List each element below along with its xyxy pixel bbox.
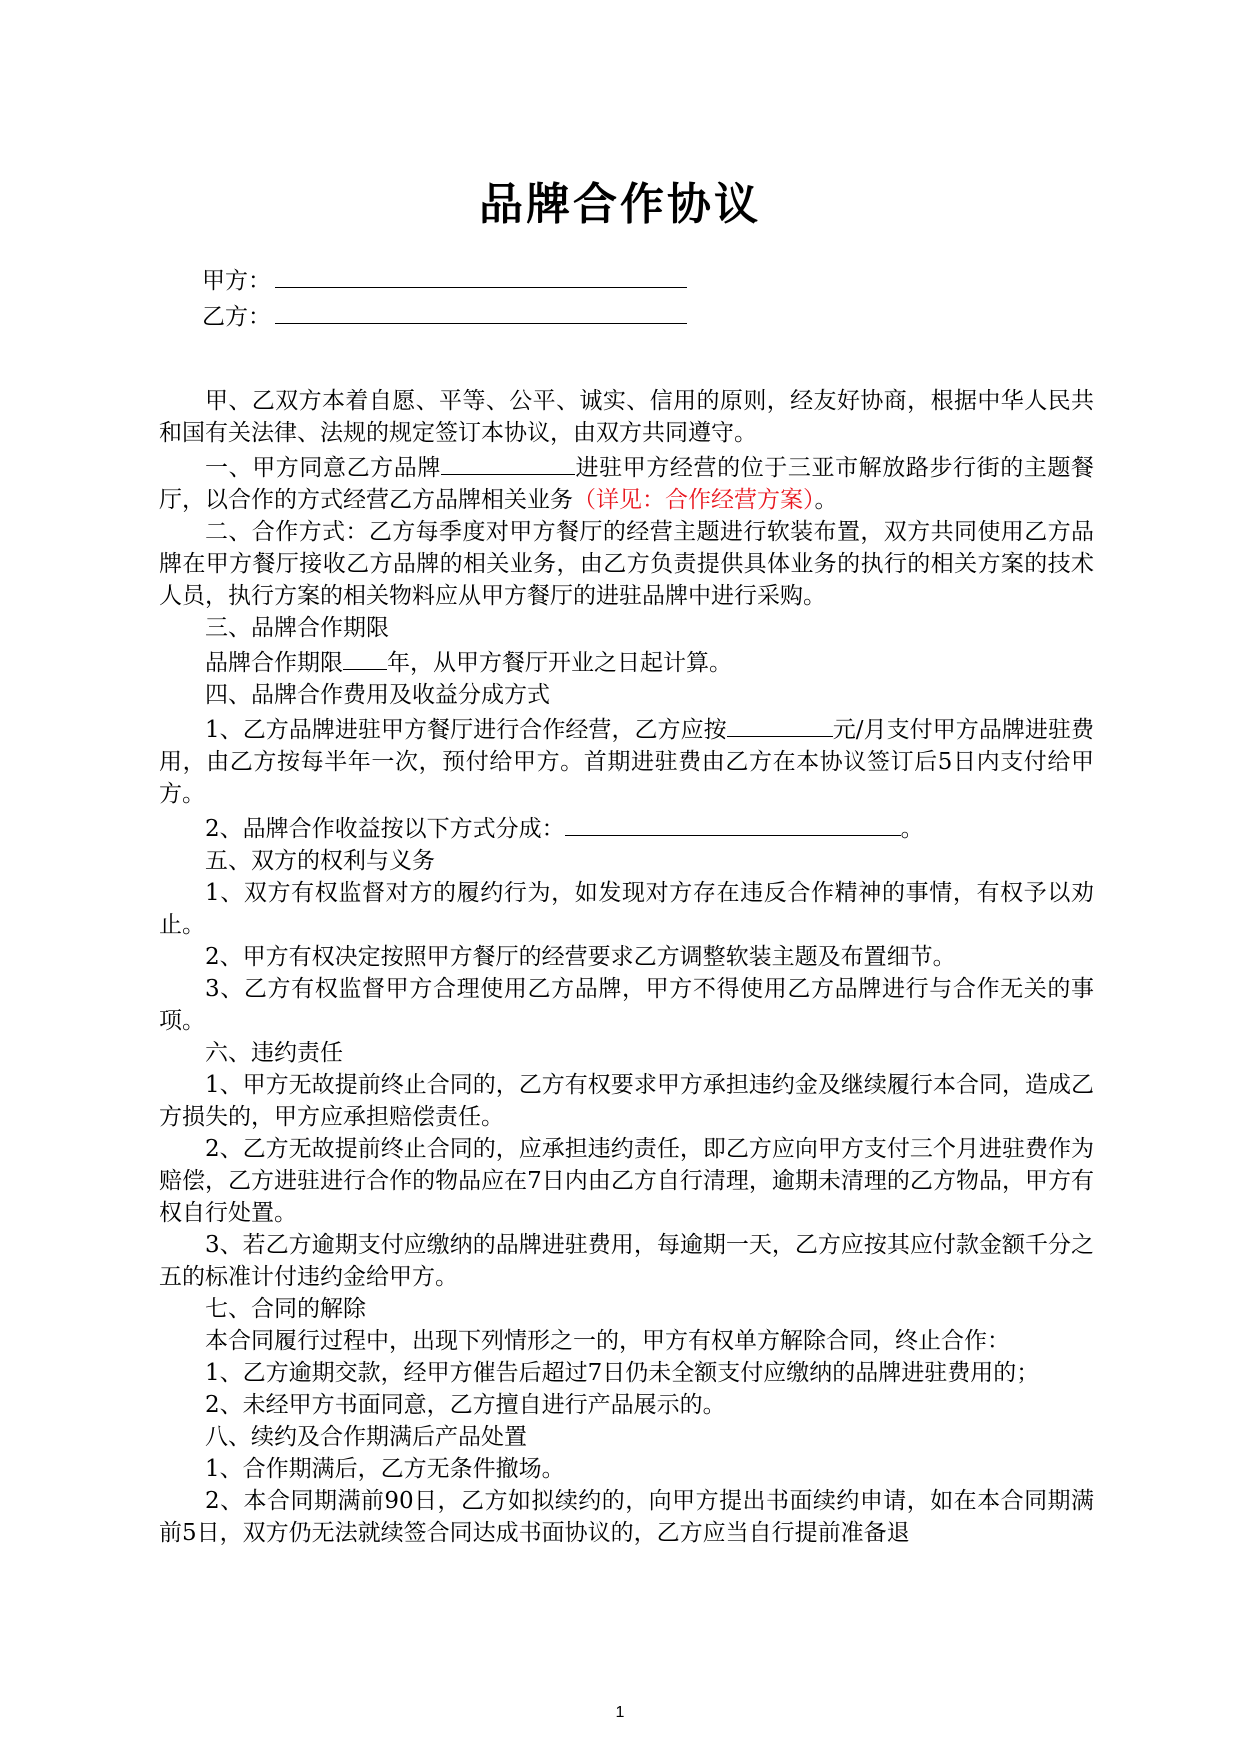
clause-6-item-3: 3、若乙方逾期支付应缴纳的品牌进驻费用，每逾期一天，乙方应按其应付款金额千分之五的标准计付违约金给甲方。 xyxy=(159,1232,1094,1290)
revenue-share-blank xyxy=(565,810,901,836)
clause-2: 二、合作方式：乙方每季度对甲方餐厅的经营主题进行软装布置，双方共同使用乙方品牌在甲方餐厅接收乙方品牌的相关业务，由乙方负责提供具体业务的执行的相关方案的技术人员，执行方案的相关物料应从甲方餐厅的进驻品牌中进行采购。 xyxy=(159,519,1094,609)
clause-4-2-text-b: 。 xyxy=(900,816,924,842)
clause-8-item-1: 1、合作期满后，乙方无条件撤场。 xyxy=(205,1456,565,1482)
clause-3-text-b: 年，从甲方餐厅开业之日起计算。 xyxy=(387,650,732,676)
clause-5-heading: 五、双方的权利与义务 xyxy=(205,848,435,874)
clause-3-text xyxy=(159,644,1094,679)
clause-4-2-text-a: 2、品牌合作收益按以下方式分成： xyxy=(205,816,565,842)
clause-5-item-2: 2、甲方有权决定按照甲方餐厅的经营要求乙方调整软装主题及布置细节。 xyxy=(205,944,956,970)
clause-4-1-text-b: 元/月支付甲方品牌进驻费用，由乙方按每半年一次，预付给甲方。首期进驻费由乙方在本协议签订后5日内支付给甲方。 xyxy=(159,717,1095,807)
party-a-label: 甲方： xyxy=(202,268,271,294)
party-a-blank xyxy=(275,262,687,288)
clause-4-heading: 四、品牌合作费用及收益分成方式 xyxy=(205,682,550,708)
brand-name-blank xyxy=(441,449,575,475)
clause-7-item-1: 1、乙方逾期交款，经甲方催告后超过7日仍未全额支付应缴纳的品牌进驻费用的； xyxy=(205,1360,1040,1386)
clause-6-item-1: 1、甲方无故提前终止合同的，乙方有权要求甲方承担违约金及继续履行本合同，造成乙方损失的，甲方应承担赔偿责任。 xyxy=(159,1072,1094,1130)
clause-6-item-2: 2、乙方无故提前终止合同的，应承担违约责任，即乙方应向甲方支付三个月进驻费作为赔偿，乙方进驻进行合作的物品应在7日内由乙方自行清理，逾期未清理的乙方物品，甲方有权自行处置。 xyxy=(159,1136,1094,1226)
clause-1-text-a: 一、甲方同意乙方品牌 xyxy=(205,455,441,481)
page-number: 1 xyxy=(615,1704,625,1721)
clause-3-text-a: 品牌合作期限 xyxy=(205,650,343,676)
clause-1-red-note: （详见：合作经营方案） xyxy=(573,487,815,513)
monthly-fee-blank xyxy=(727,711,833,737)
clause-8-heading: 八、续约及合作期满后产品处置 xyxy=(205,1424,527,1450)
term-years-blank xyxy=(343,644,387,670)
party-b-label: 乙方： xyxy=(202,304,271,330)
clause-4-1-text-a: 1、乙方品牌进驻甲方餐厅进行合作经营，乙方应按 xyxy=(205,717,727,743)
clause-6-heading: 六、违约责任 xyxy=(205,1040,343,1066)
clause-4-item-2 xyxy=(159,810,1094,845)
clause-1-text-c: 。 xyxy=(814,487,838,513)
clause-5-item-1: 1、双方有权监督对方的履约行为，如发现对方存在违反合作精神的事情，有权予以劝止。 xyxy=(159,880,1094,938)
clause-5-item-3: 3、乙方有权监督甲方合理使用乙方品牌，甲方不得使用乙方品牌进行与合作无关的事项。 xyxy=(159,976,1094,1034)
clause-8-item-2: 2、本合同期满前90日，乙方如拟续约的，向甲方提出书面续约申请，如在本合同期满前5日，双方仍无法就续签合同达成书面协议的，乙方应当自行提前准备退 xyxy=(159,1488,1094,1546)
document-title: 品牌合作协议 xyxy=(479,179,761,230)
clause-4-item-1 xyxy=(159,711,1094,810)
clause-7-item-2: 2、未经甲方书面同意，乙方擅自进行产品展示的。 xyxy=(205,1392,726,1418)
clause-7-text: 本合同履行过程中，出现下列情形之一的，甲方有权单方解除合同，终止合作： xyxy=(205,1328,1010,1354)
party-b-blank xyxy=(275,298,687,324)
clause-3-heading: 三、品牌合作期限 xyxy=(205,615,389,641)
clause-7-heading: 七、合同的解除 xyxy=(205,1296,366,1322)
intro-paragraph: 甲、乙双方本着自愿、平等、公平、诚实、信用的原则，经友好协商，根据中华人民共和国有关法律、法规的规定签订本协议，由双方共同遵守。 xyxy=(159,388,1094,446)
clause-1-text-b: 进驻甲方经营的位于三亚市解放路步行街的主题餐厅，以合作的方式经营乙方品牌相关业务 xyxy=(159,455,1094,513)
party-a-row xyxy=(202,262,687,298)
clause-1 xyxy=(159,449,1094,516)
contract-body xyxy=(159,385,1094,1549)
party-b-row xyxy=(202,298,687,334)
